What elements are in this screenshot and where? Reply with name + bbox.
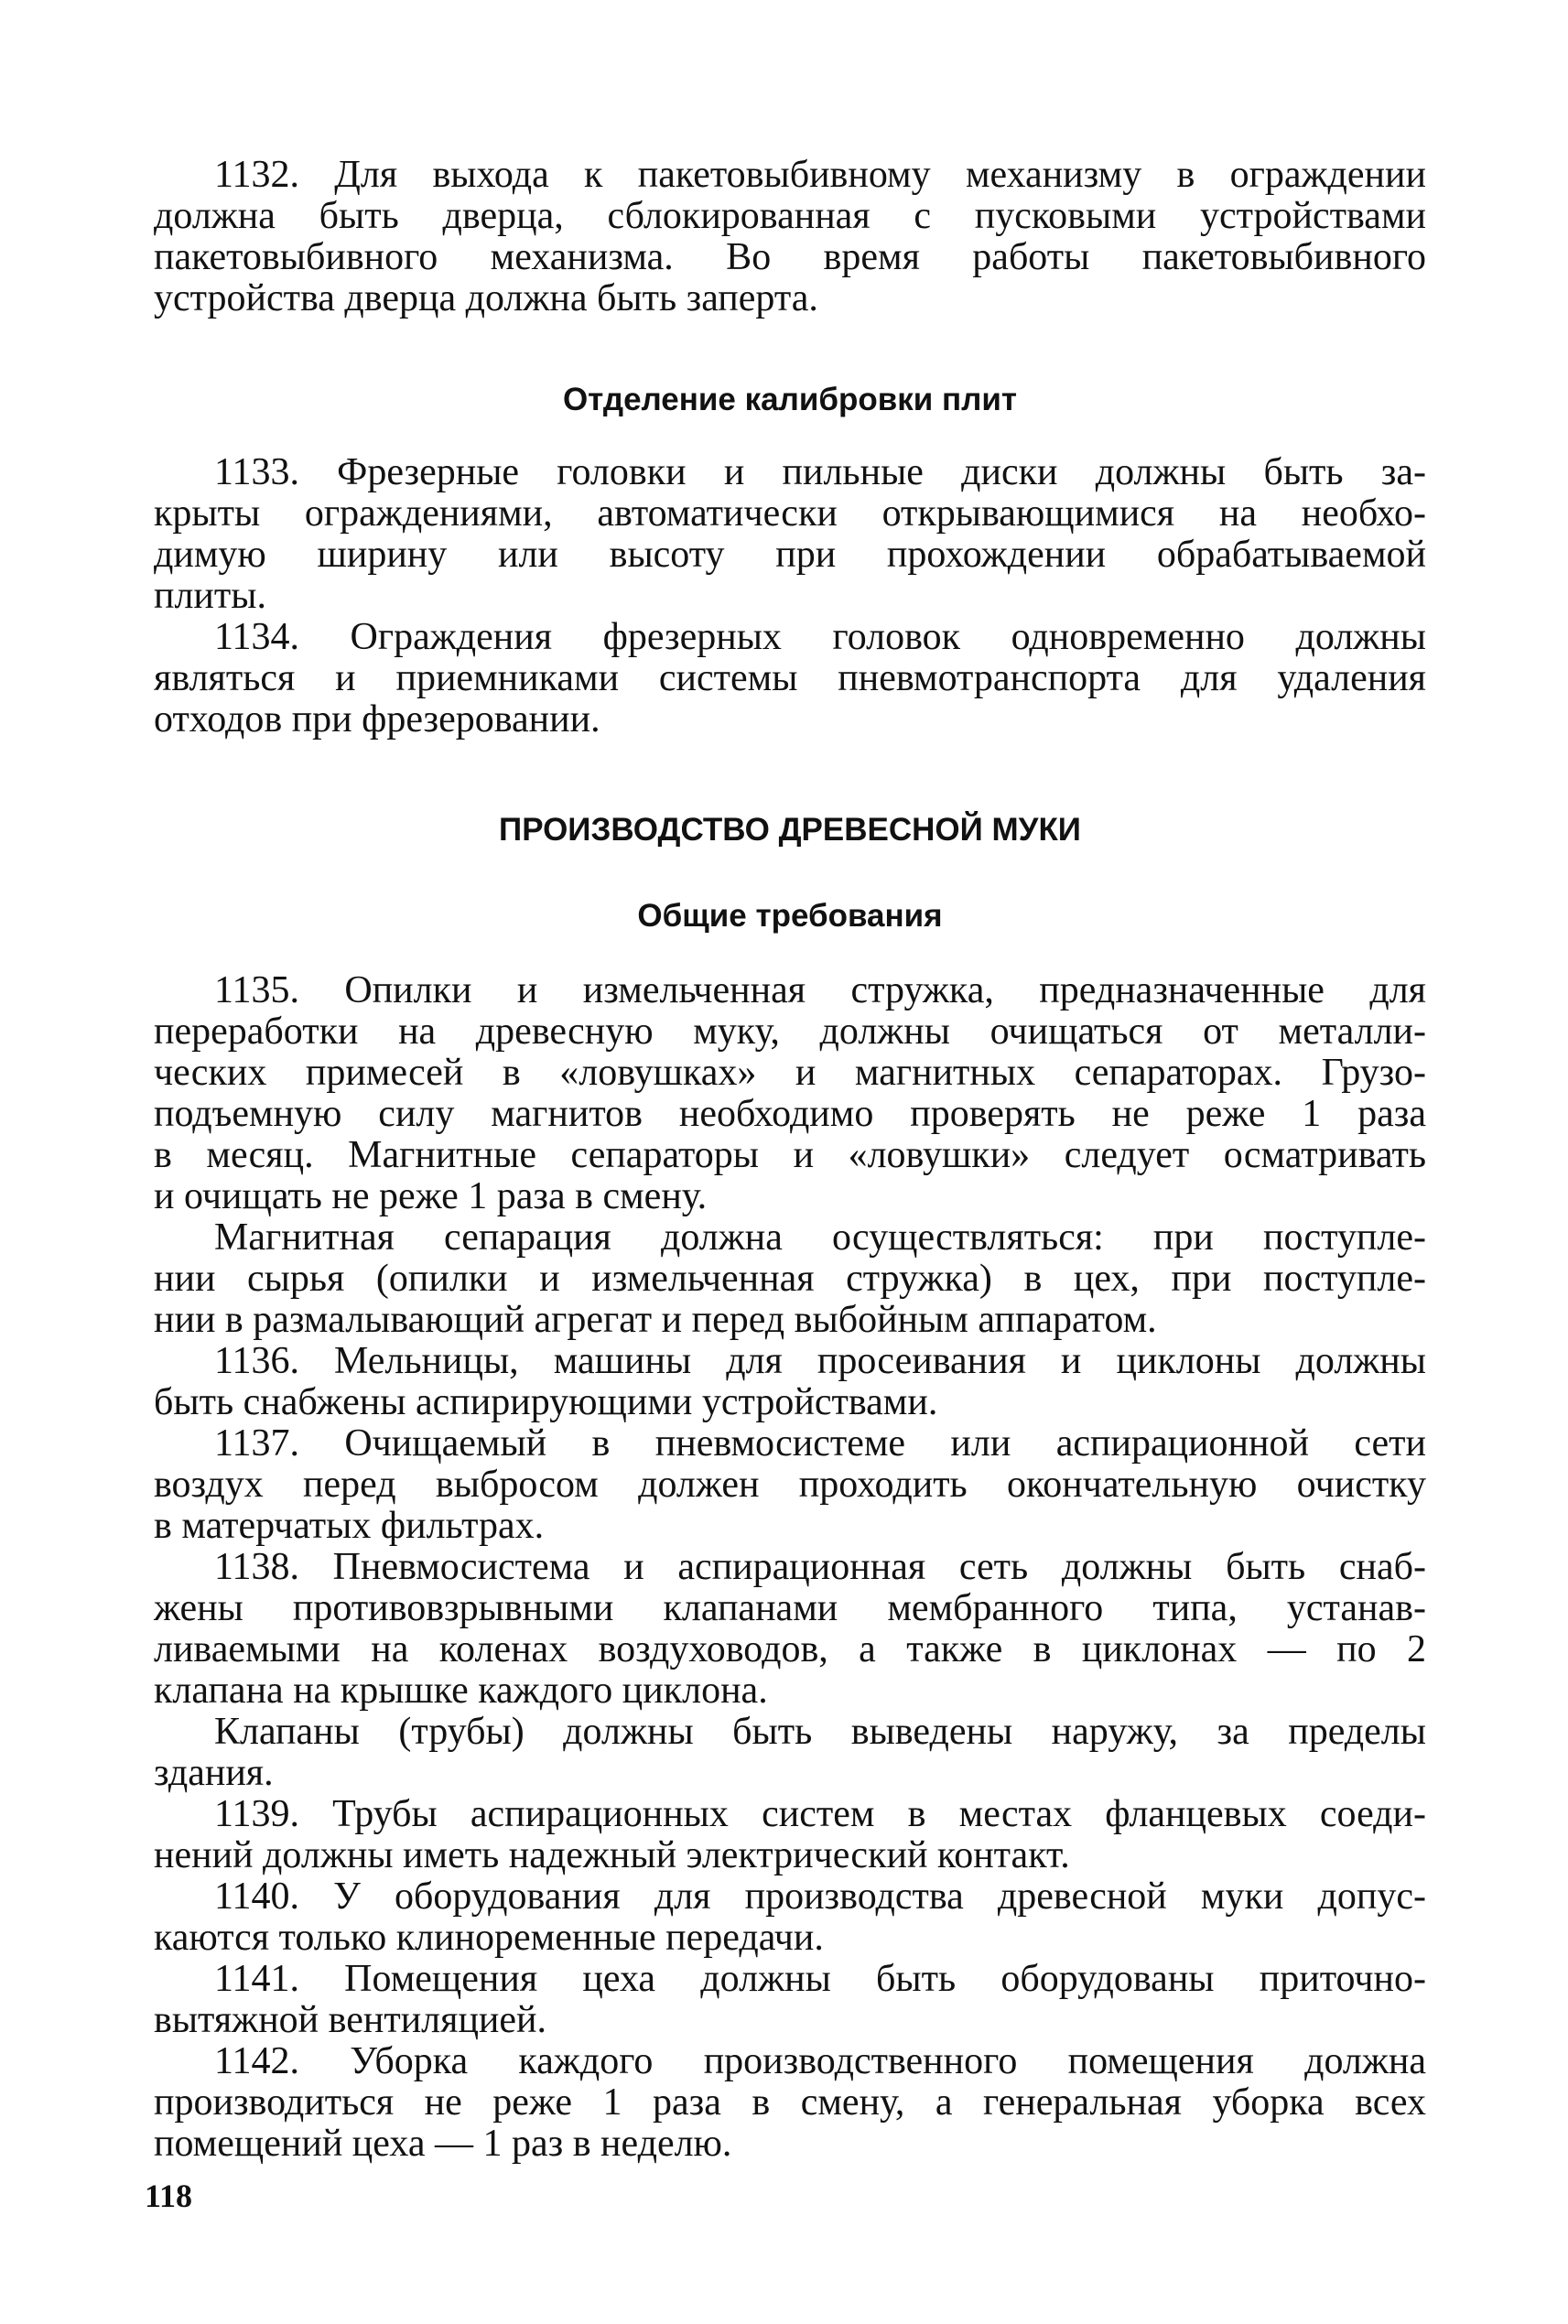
- paragraph: [154, 1876, 1426, 1959]
- text-line: Клапаны (трубы) должны быть выведены наружу, за пределы: [214, 1711, 1426, 1753]
- text-line: быть снабжены аспирирующими устройствами.: [154, 1381, 938, 1423]
- section-heading: ПРОИЗВОДСТВО ДРЕВЕСНОЙ МУКИ: [499, 812, 1081, 848]
- text-line: плиты.: [154, 575, 266, 617]
- text-line: переработки на древесную муку, должны очищаться от металли-: [154, 1011, 1426, 1053]
- text-line: являться и приемниками системы пневмотранспорта для удаления: [154, 657, 1426, 699]
- text-block: [154, 452, 1426, 740]
- text-line: пакетовыбивного механизма. Во время работы пакетовыбивного: [154, 236, 1426, 278]
- page-number: 118: [145, 2178, 193, 2214]
- text-line: ливаемыми на коленах воздуховодов, а также в циклонах — по 2: [154, 1628, 1426, 1670]
- text-line: должна быть дверца, сблокированная с пусковыми устройствами: [154, 195, 1426, 237]
- paragraph: [154, 1712, 1426, 1794]
- text-line: помещений цеха — 1 раз в неделю.: [154, 2123, 732, 2165]
- paragraph: [154, 2041, 1426, 2165]
- paragraph: [154, 1341, 1426, 1423]
- text-block: [154, 155, 1426, 319]
- text-block: [154, 970, 1426, 2165]
- text-line: вытяжной вентиляцией.: [154, 1999, 547, 2041]
- text-line: устройства дверца должна быть заперта.: [154, 277, 818, 319]
- paragraph: [154, 1794, 1426, 1876]
- paragraph: [154, 1547, 1426, 1712]
- paragraph: [154, 1217, 1426, 1341]
- text-line: Магнитная сепарация должна осуществляться: при поступле-: [214, 1216, 1426, 1259]
- text-line: 1141. Помещения цеха должны быть оборудованы приточно-: [214, 1958, 1426, 2000]
- text-line: 1132. Для выхода к пакетовыбивному механизму в ограждении: [214, 154, 1426, 196]
- text-line: в месяц. Магнитные сепараторы и «ловушки» следует осматривать: [154, 1134, 1426, 1176]
- text-line: в матерчатых фильтрах.: [154, 1505, 545, 1547]
- paragraph: [154, 617, 1426, 740]
- section-heading: Общие требования: [637, 898, 943, 934]
- paragraph: [154, 452, 1426, 617]
- paragraph: [154, 1423, 1426, 1547]
- text-line: нии в размалывающий агрегат и перед выбойным аппаратом.: [154, 1299, 1157, 1341]
- text-line: димую ширину или высоту при прохождении обрабатываемой: [154, 534, 1426, 576]
- text-line: 1138. Пневмосистема и аспирационная сеть должны быть снаб-: [214, 1546, 1426, 1588]
- text-line: нии сырья (опилки и измельченная стружка) в цех, при поступле-: [154, 1258, 1426, 1300]
- text-line: каются только клиноременные передачи.: [154, 1917, 824, 1959]
- text-line: нений должны иметь надежный электрический контакт.: [154, 1834, 1070, 1876]
- text-line: 1137. Очищаемый в пневмосистеме или аспирационной сети: [214, 1422, 1426, 1465]
- paragraph: [154, 155, 1426, 319]
- text-line: 1139. Трубы аспирационных систем в местах фланцевых соеди-: [214, 1793, 1426, 1835]
- text-line: 1135. Опилки и измельченная стружка, предназначенные для: [214, 969, 1426, 1011]
- text-line: подъемную силу магнитов необходимо проверять не реже 1 раза: [154, 1093, 1426, 1135]
- section-heading: Отделение калибровки плит: [562, 382, 1018, 417]
- text-line: производиться не реже 1 раза в смену, а генеральная уборка всех: [154, 2081, 1426, 2124]
- text-line: 1140. У оборудования для производства древесной муки допус-: [214, 1875, 1426, 1918]
- text-line: 1142. Уборка каждого производственного помещения должна: [214, 2040, 1426, 2082]
- text-line: 1133. Фрезерные головки и пильные диски должны быть за-: [214, 451, 1426, 493]
- text-line: 1136. Мельницы, машины для просеивания и циклоны должны: [214, 1340, 1426, 1382]
- text-line: и очищать не реже 1 раза в смену.: [154, 1175, 708, 1217]
- paragraph: [154, 970, 1426, 1217]
- text-line: отходов при фрезеровании.: [154, 698, 600, 740]
- text-line: клапана на крышке каждого циклона.: [154, 1670, 768, 1712]
- text-line: крыты ограждениями, автоматически открывающимися на необхо-: [154, 492, 1426, 535]
- text-line: жены противовзрывными клапанами мембранного типа, устанав-: [154, 1587, 1426, 1629]
- text-line: воздух перед выбросом должен проходить окончательную очистку: [154, 1464, 1426, 1506]
- paragraph: [154, 1959, 1426, 2041]
- text-line: 1134. Ограждения фрезерных головок одновременно должны: [214, 616, 1426, 658]
- text-line: здания.: [154, 1752, 274, 1794]
- text-line: ческих примесей в «ловушках» и магнитных сепараторах. Грузо-: [154, 1052, 1426, 1094]
